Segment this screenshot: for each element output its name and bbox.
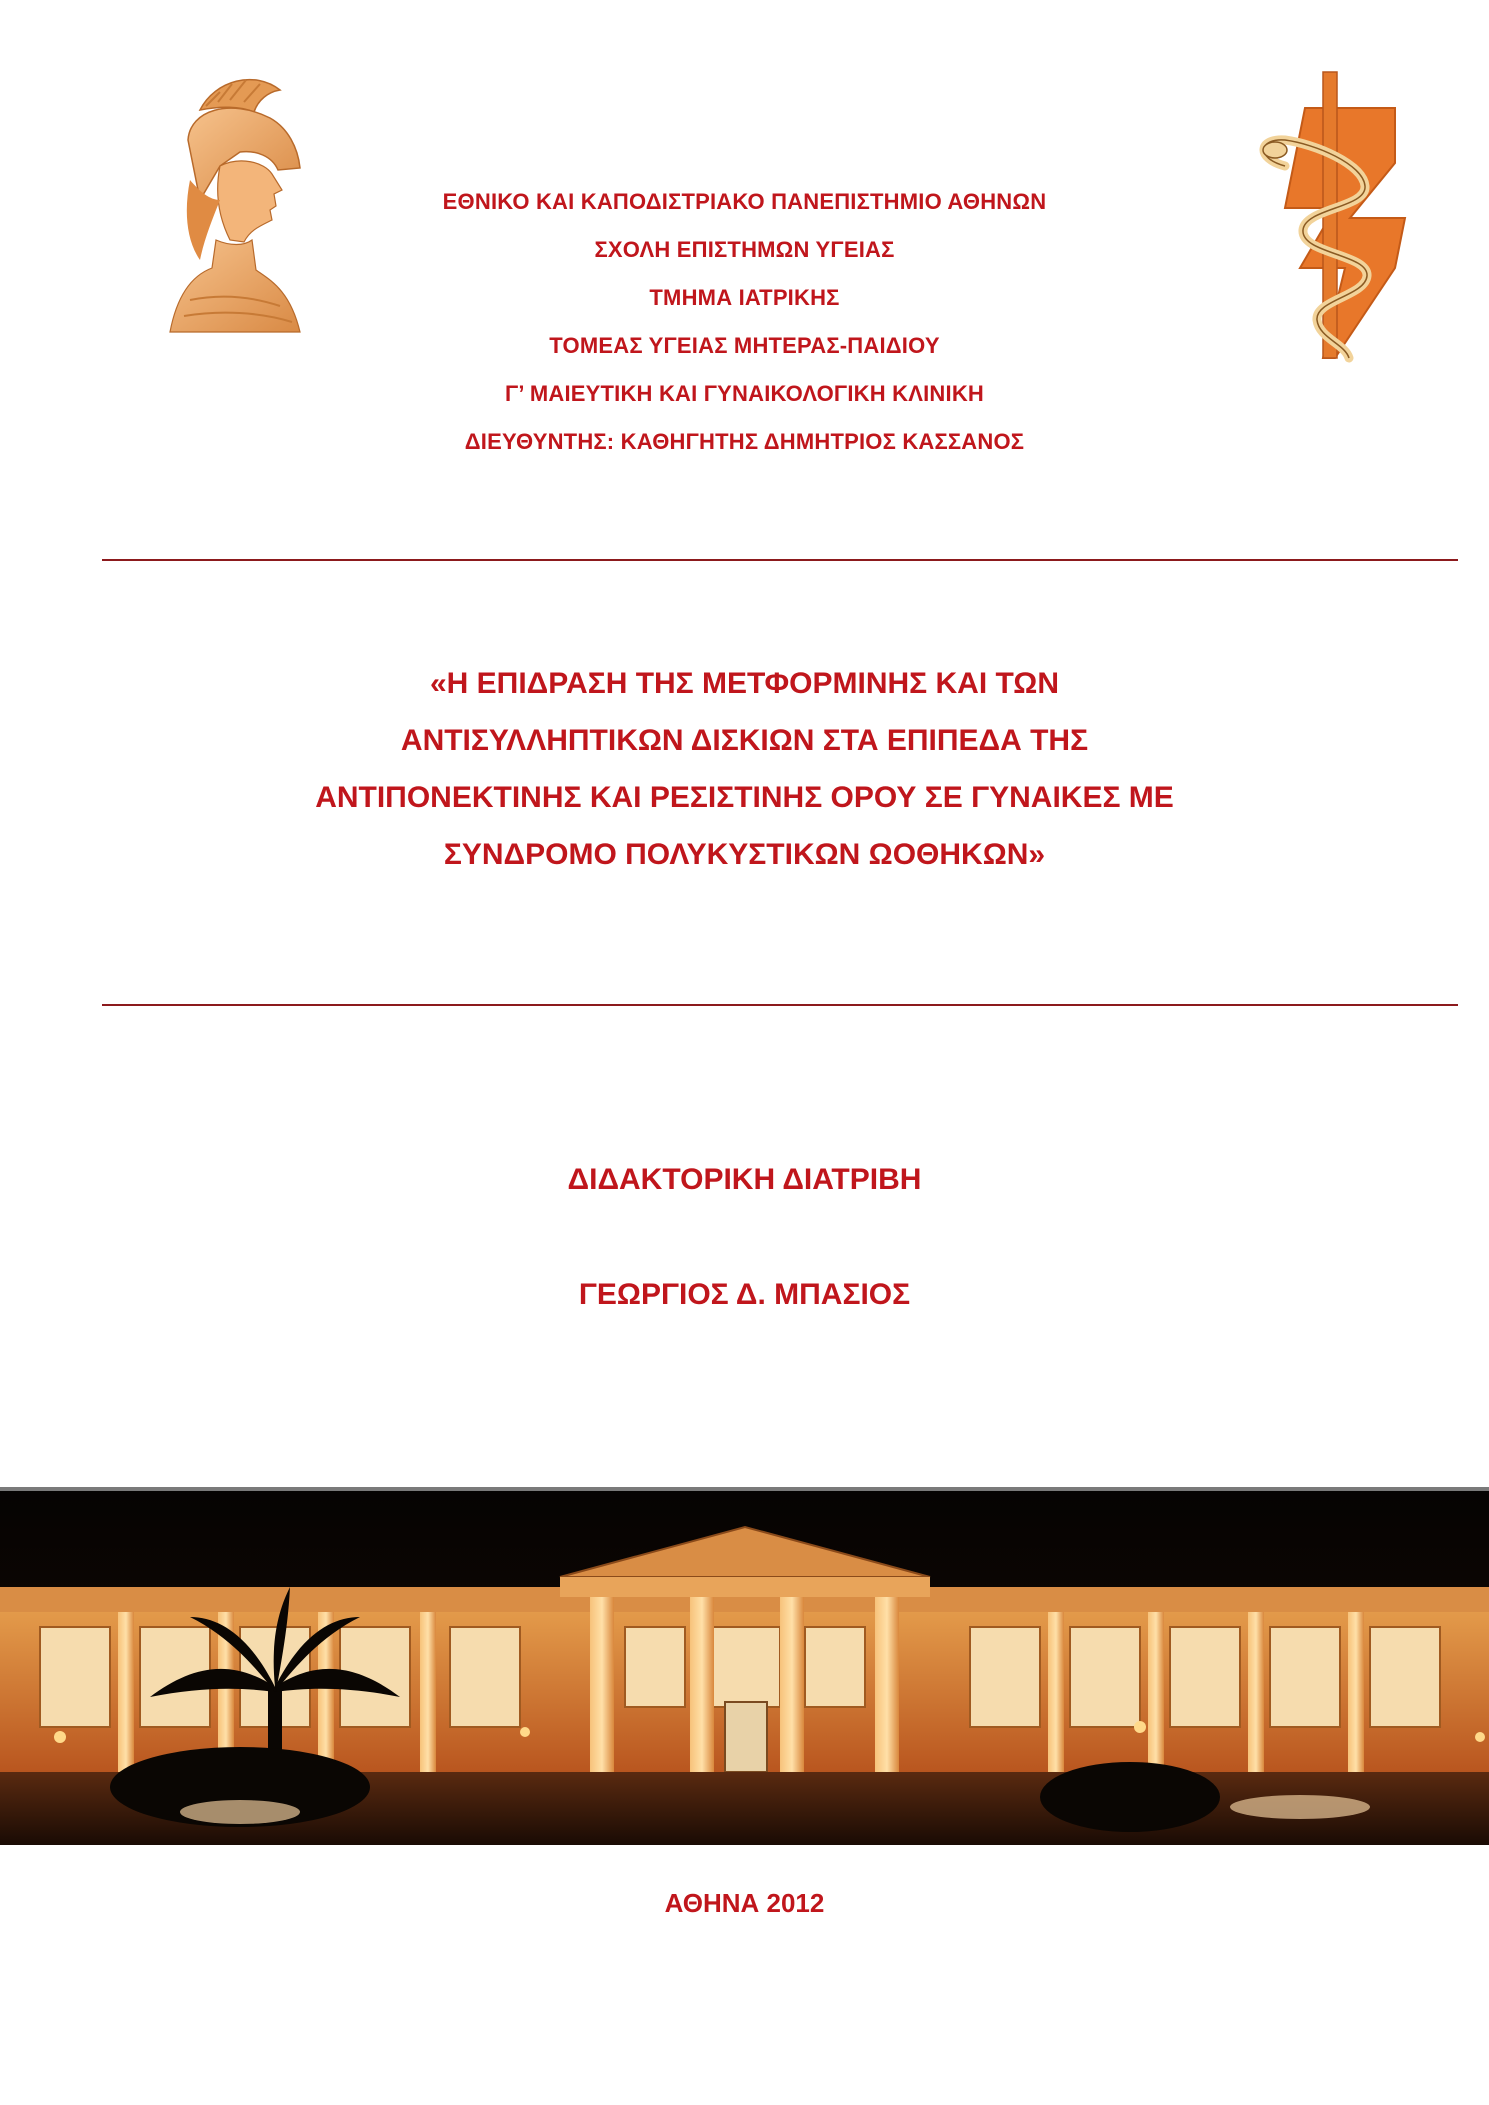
top-divider	[102, 559, 1458, 561]
place-and-year: ΑΘΗΝΑ 2012	[664, 1888, 825, 1918]
author-name: ΓΕΩΡΓΙΟΣ Δ. ΜΠΑΣΙΟΣ	[578, 1278, 911, 1311]
title-line-1: «Η ΕΠΙΔΡΑΣΗ ΤΗΣ ΜΕΤΦΟΡΜΙΝΗΣ ΚΑΙ ΤΩΝ	[429, 667, 1060, 700]
thesis-type: ΔΙΔΑΚΤΟΡΙΚΗ ΔΙΑΤΡΙΒΗ	[567, 1163, 922, 1196]
director-line: ΔΙΕΥΘΥΝΤΗΣ: ΚΑΘΗΓΗΤΗΣ ΔΗΜΗΤΡΙΟΣ ΚΑΣΣΑΝΟΣ	[464, 429, 1025, 454]
university-building-photo	[0, 1487, 1489, 1845]
institution-header	[0, 178, 1489, 466]
sector-name: ΤΟΜΕΑΣ ΥΓΕΙΑΣ ΜΗΤΕΡΑΣ-ΠΑΙΔΙΟΥ	[549, 333, 940, 358]
title-line-3: ΑΝΤΙΠΟΝΕΚΤΙΝΗΣ ΚΑΙ ΡΕΣΙΣΤΙΝΗΣ ΟΡΟΥ ΣΕ ΓΥΝΑΙΚΕΣ ΜΕ	[315, 781, 1174, 814]
school-name: ΣΧΟΛΗ ΕΠΙΣΤΗΜΩΝ ΥΓΕΙΑΣ	[594, 237, 895, 262]
thesis-title	[0, 655, 1489, 883]
department-name: ΤΜΗΜΑ ΙΑΤΡΙΚΗΣ	[649, 285, 840, 310]
university-name: ΕΘΝΙΚΟ ΚΑΙ ΚΑΠΟΔΙΣΤΡΙΑΚΟ ΠΑΝΕΠΙΣΤΗΜΙΟ ΑΘΗΝΩΝ	[442, 189, 1047, 214]
bottom-divider	[102, 1004, 1458, 1006]
title-line-2: ΑΝΤΙΣΥΛΛΗΠΤΙΚΩΝ ΔΙΣΚΙΩΝ ΣΤΑ ΕΠΙΠΕΔΑ ΤΗΣ	[400, 724, 1089, 757]
title-line-4: ΣΥΝΔΡΟΜΟ ΠΟΛΥΚΥΣΤΙΚΩΝ ΩΟΘΗΚΩΝ»	[443, 838, 1046, 871]
clinic-name: Γ’ ΜΑΙΕΥΤΙΚΗ ΚΑΙ ΓΥΝΑΙΚΟΛΟΓΙΚΗ ΚΛΙΝΙΚΗ	[505, 381, 984, 406]
